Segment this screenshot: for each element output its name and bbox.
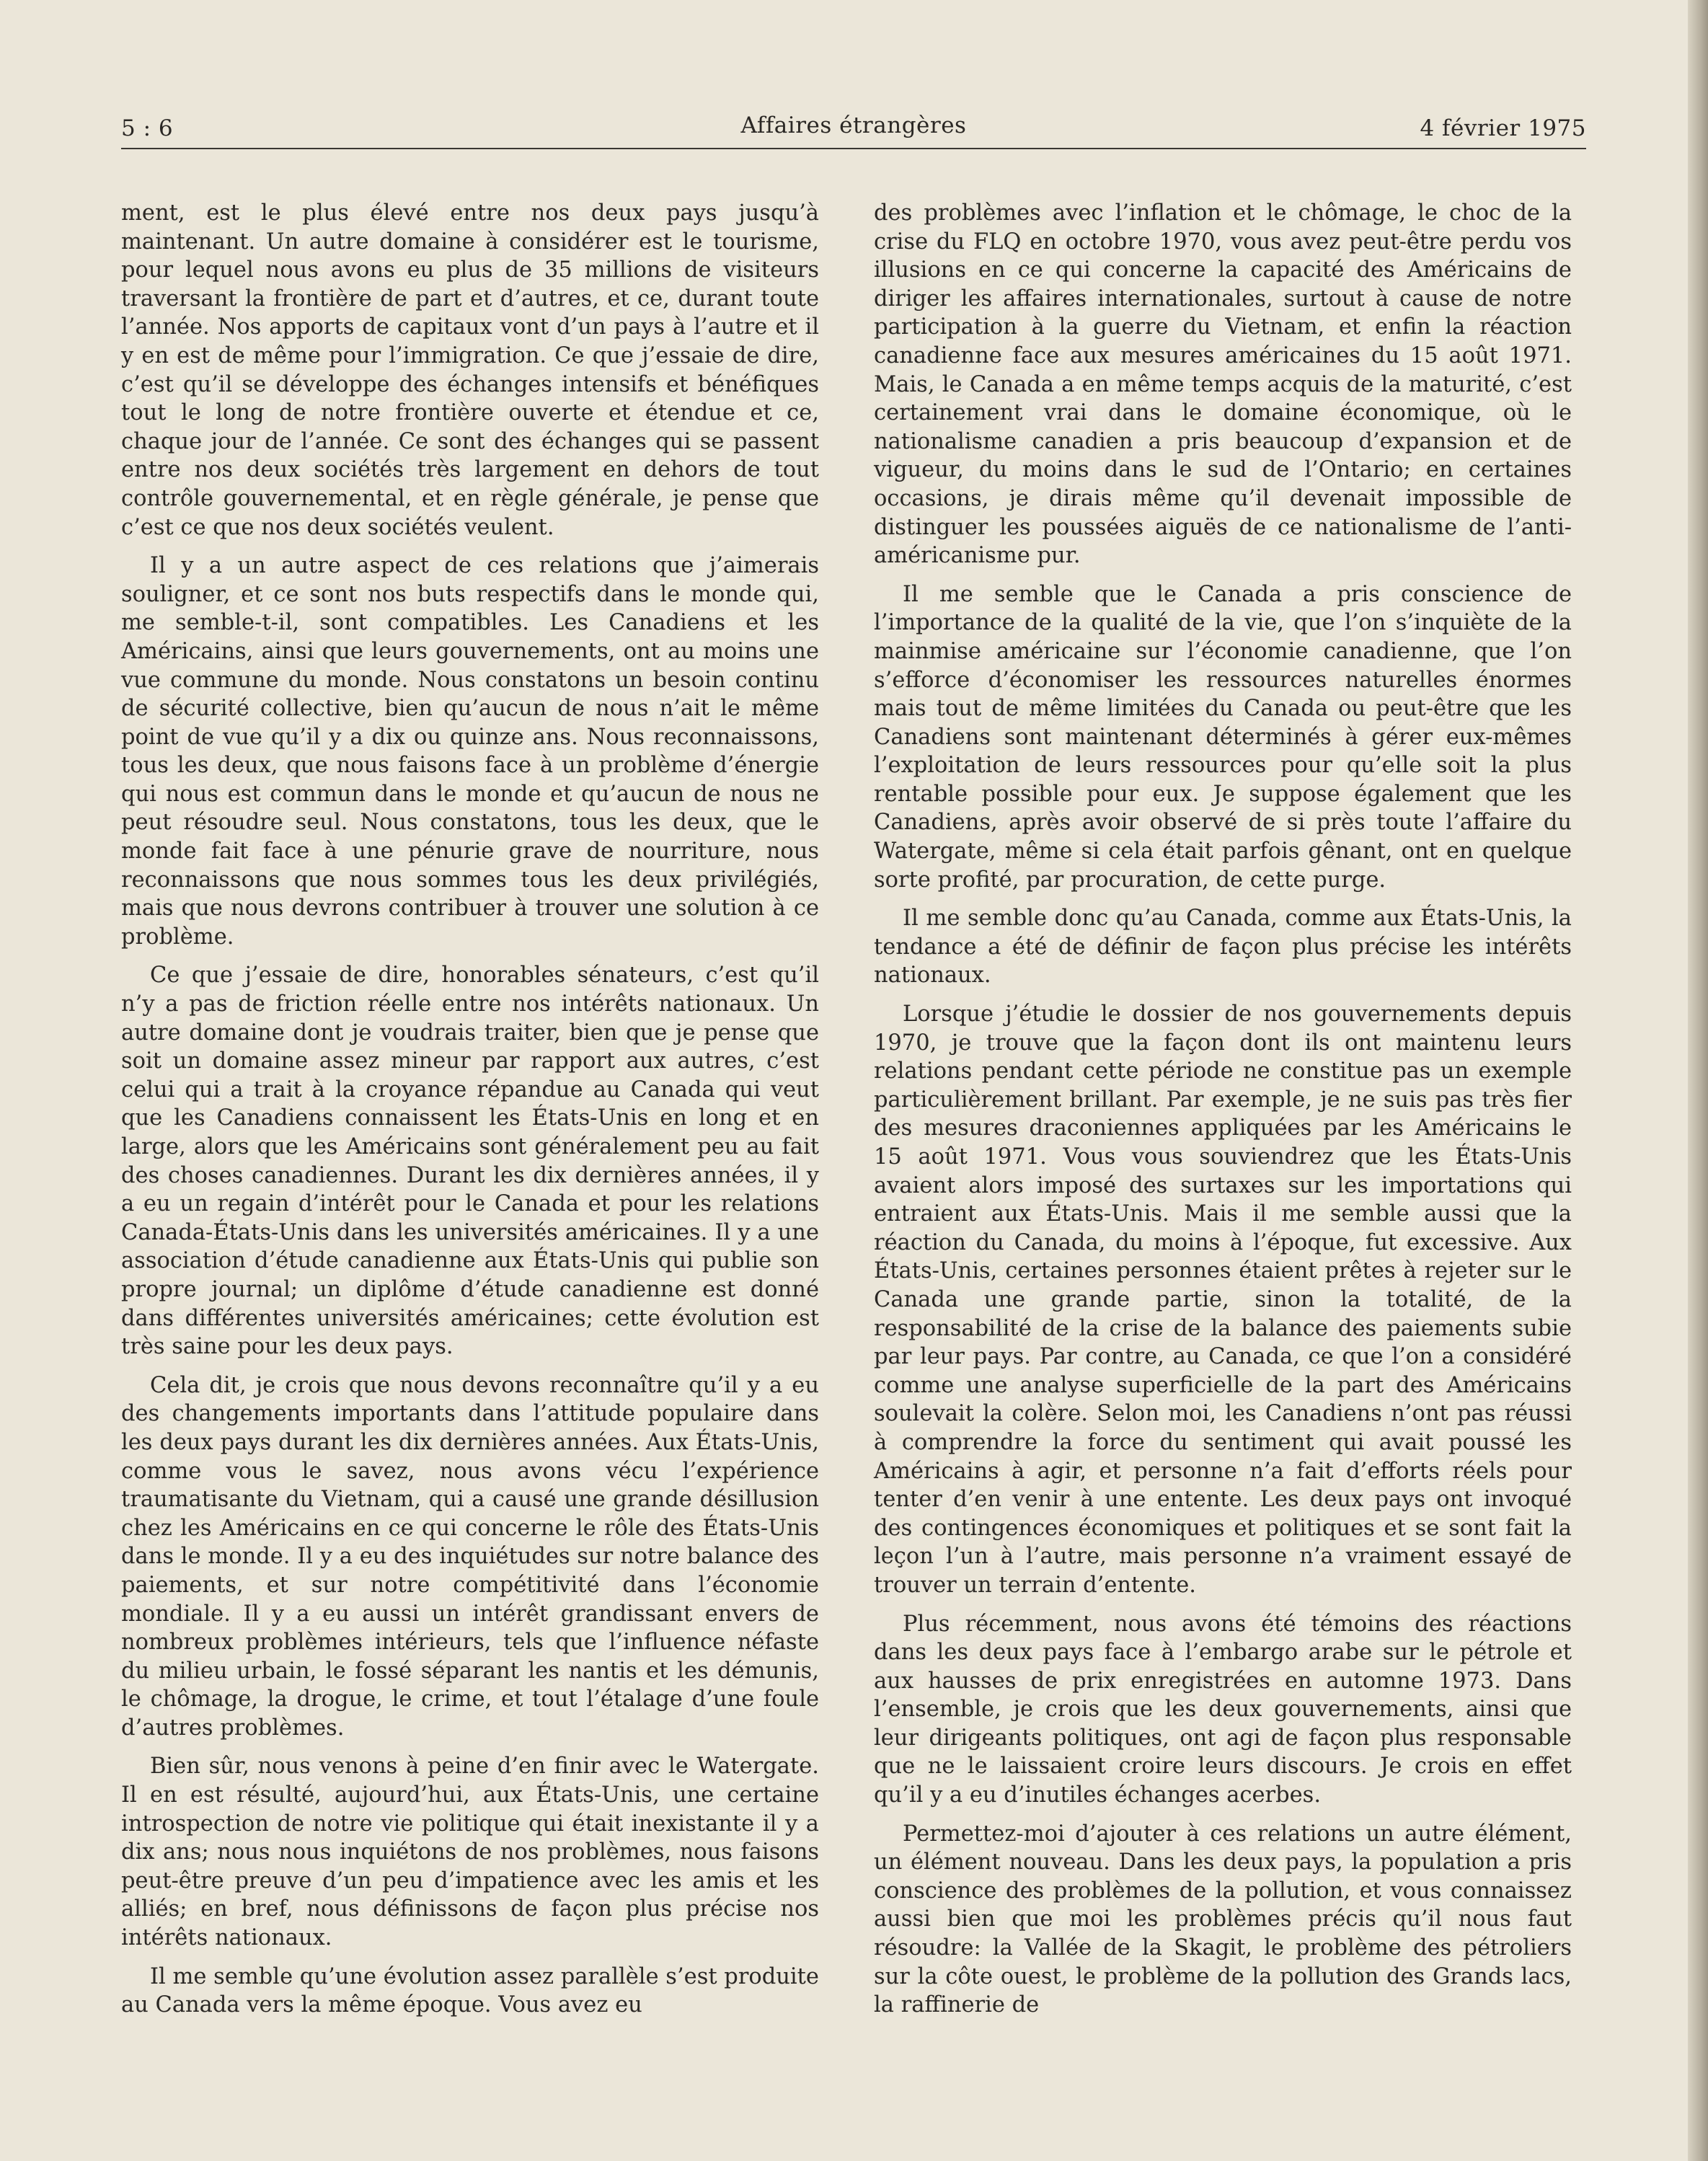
paragraph: Il y a un autre aspect de ces relations que j’aimerais souligner, et ce sont nos buts respectifs dans le monde qui, me semble-t-il, sont compatibles. Les Canadiens et les Américains, ainsi que leurs gouvernements, ont au moins une vue commune du monde. Nous constatons un besoin continu de sécurité collective, bien qu’aucun de nous n’ait le même point de vue qu’il y a dix ou quinze ans. Nous reconnaissons, tous les deux, que nous faisons face à un problème d’énergie qui nous est commun dans le monde et qu’aucun de nous ne peut résoudre seul. Nous constatons, tous les deux, que le monde fait face à une pénurie grave de nourriture, nous reconnaissons que nous sommes tous les deux privilégiés, mais que nous devrons contribuer à trouver une solution à ce problème. [121,553,819,950]
header-rule [121,148,1586,149]
paragraph: des problèmes avec l’inflation et le chômage, le choc de la crise du FLQ en octobre 1970, vous avez peut-être perdu vos illusions en ce qui concerne la capacité des Américains de diriger les affaires internationales, surtout à cause de notre participation à la guerre du Vietnam, et enfin la réaction canadienne face aux mesures américaines du 15 août 1971. Mais, le Canada a en même temps acquis de la maturité, c’est certainement vrai dans le domaine économique, où le nationalisme canadien a pris beaucoup d’expansion et de vigueur, du moins dans le sud de l’Ontario; en certaines occasions, je dirais même qu’il devenait impossible de distinguer les poussées aiguës de ce nationalisme de l’anti-américanisme pur. [874,200,1572,569]
paragraph: Permettez-moi d’ajouter à ces relations un autre élément, un élément nouveau. Dans les deux pays, la population a pris conscience des problèmes de la pollution, et vous connaissez aussi bien que moi les problèmes précis qu’il nous faut résoudre: la Vallée de la Skagit, le problème des pétroliers sur la côte ouest, le problème de la pollution des Grands lacs, la raffinerie de [874,1821,1572,2018]
publication-title: Affaires étrangères [740,112,967,138]
page-number: 5 : 6 [121,115,174,141]
paragraph: Cela dit, je crois que nous devons reconnaître qu’il y a eu des changements importants dans l’attitude populaire dans les deux pays durant les dix dernières années. Aux États-Unis, comme vous le savez, nous avons vécu l’expérience traumatisante du Vietnam, qui a causé une grande désillusion chez les Américains en ce qui concerne le rôle des États-Unis dans le monde. Il y a eu des inquiétudes sur notre balance des paiements, et sur notre compétitivité dans l’économie mondiale. Il y a eu aussi un intérêt grandissant envers de nombreux problèmes intérieurs, tels que l’influence néfaste du milieu urbain, le fossé séparant les nantis et les démunis, le chômage, la drogue, le crime, et tout l’étalage d’une foule d’autres problèmes. [121,1372,819,1741]
paragraph: ment, est le plus élevé entre nos deux pays jusqu’à maintenant. Un autre domaine à considérer est le tourisme, pour lequel nous avons eu plus de 35 millions de visiteurs traversant la frontière de part et d’autres, et ce, durant toute l’année. Nos apports de capitaux vont d’un pays à l’autre et il y en est de même pour l’immigration. Ce que j’essaie de dire, c’est qu’il se développe des échanges intensifs et bénéfiques tout le long de notre frontière ouverte et étendue et ce, chaque jour de l’année. Ce sont des échanges qui se passent entre nos deux sociétés très largement en dehors de tout contrôle gouvernemental, et en règle générale, je pense que c’est ce que nos deux sociétés veulent. [121,200,819,540]
page-header [121,110,1586,147]
right-column [874,199,1572,2067]
page-edge-shadow [1688,0,1708,2161]
left-column [121,199,819,2067]
paragraph: Il me semble que le Canada a pris conscience de l’importance de la qualité de la vie, que l’on s’inquiète de la mainmise américaine sur l’économie canadienne, que l’on s’efforce d’économiser les ressources naturelles énormes mais tout de même limitées du Canada ou peut-être que les Canadiens sont maintenant déterminés à gérer eux-mêmes l’exploitation de leurs ressources pour qu’elle soit la plus rentable possible pour eux. Je suppose également que les Canadiens, après avoir observé de si près toute l’affaire du Watergate, même si cela était parfois gênant, ont en quelque sorte profité, par procuration, de cette purge. [874,581,1572,893]
paragraph: Lorsque j’étudie le dossier de nos gouvernements depuis 1970, je trouve que la façon dont ils ont maintenu leurs relations pendant cette période ne constitue pas un exemple particulièrement brillant. Par exemple, je ne suis pas très fier des mesures draconiennes appliquées par les Américains le 15 août 1971. Vous vous souviendrez que les États-Unis avaient alors imposé des surtaxes sur les importations qui entraient aux États-Unis. Mais il me semble aussi que la réaction du Canada, du moins à l’époque, fut excessive. Aux États-Unis, certaines personnes étaient prêtes à rejeter sur le Canada une grande partie, sinon la totalité, de la responsabilité de la crise de la balance des paiements subie par leur pays. Par contre, au Canada, ce que l’on a considéré comme une analyse superficielle de la part des Américains soulevait la colère. Selon moi, les Canadiens n’ont pas réussi à comprendre la force du sentiment qui avait poussé les Américains à agir, et personne n’a fait d’efforts réels pour tenter d’en venir à une entente. Les deux pays ont invoqué des contingences économiques et politiques et se sont fait la leçon l’un à l’autre, mais personne n’a vraiment essayé de trouver un terrain d’entente. [874,1002,1572,1598]
paragraph: Il me semble qu’une évolution assez parallèle s’est produite au Canada vers la même époque. Vous avez eu [121,1963,819,2018]
paragraph: Bien sûr, nous venons à peine d’en finir avec le Watergate. Il en est résulté, aujourd’hui, aux États-Unis, une certaine introspection de notre vie politique qui était inexistante il y a dix ans; nous nous inquiétons de nos problèmes, nous faisons peut-être preuve d’un peu d’impatience avec les amis et les alliés; en bref, nous définissons de façon plus précise nos intérêts nationaux. [121,1754,819,1951]
issue-date: 4 février 1975 [1420,115,1586,141]
paragraph: Plus récemment, nous avons été témoins des réactions dans les deux pays face à l’embargo arabe sur le pétrole et aux hausses de prix enregistrées en automne 1973. Dans l’ensemble, je crois que les deux gouvernements, ainsi que leur dirigeants politiques, ont agi de façon plus responsable que ne le laissaient croire leurs discours. Je crois en effet qu’il y a eu d’inutiles échanges acerbes. [874,1611,1572,1808]
paragraph: Il me semble donc qu’au Canada, comme aux États-Unis, la tendance a été de définir de façon plus précise les intérêts nationaux. [874,906,1572,989]
paragraph: Ce que j’essaie de dire, honorables sénateurs, c’est qu’il n’y a pas de friction réelle entre nos intérêts nationaux. Un autre domaine dont je voudrais traiter, bien que je pense que soit un domaine assez mineur par rapport aux autres, c’est celui qui a trait à la croyance répandue au Canada qui veut que les Canadiens connaissent les États-Unis en long et en large, alors que les Américains sont généralement peu au fait des choses canadiennes. Durant les dix dernières années, il y a eu un regain d’intérêt pour le Canada et pour les relations Canada-États-Unis dans les universités américaines. Il y a une association d’étude canadienne aux États-Unis qui publie son propre journal; un diplôme d’étude canadienne est donné dans différentes universités américaines; cette évolution est très saine pour les deux pays. [121,963,819,1360]
